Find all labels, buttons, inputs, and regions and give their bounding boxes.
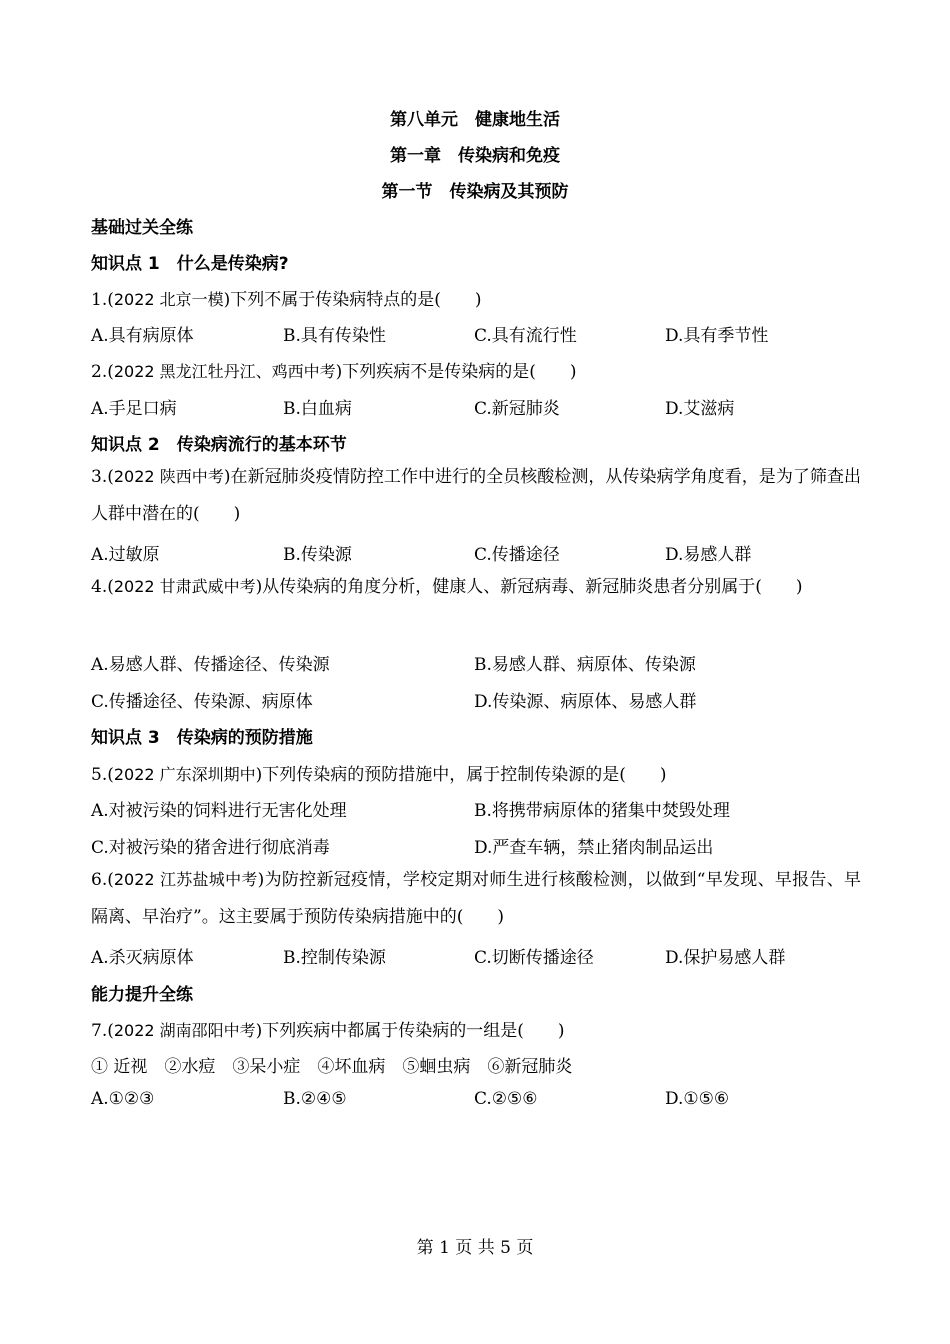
page-footer: 第 1 页 共 5 页 [416,1238,534,1258]
q2-option-a: A.手足口病 [91,399,177,419]
knowledge-point-2: 知识点 2 传染病流行的基本环节 [91,435,347,455]
question-source: 2022 湖南邵阳中考 [113,1021,256,1040]
q3-option-a: A.过敏原 [91,545,160,565]
chapter-title: 第一章 传染病和免疫 [390,146,560,166]
question-source: 2022 北京一模 [113,290,224,309]
question-5: 5.(2022 广东深圳期中)下列传染病的预防措施中，属于控制传染源的是( ) [91,765,667,785]
part-heading-advanced: 能力提升全练 [91,985,193,1005]
q7-disease-list: ① 近视 ②水痘 ③呆小症 ④坏血病 ⑤蛔虫病 ⑥新冠肺炎 [91,1057,573,1077]
q5-option-c: C.对被污染的猪舍进行彻底消毒 [91,838,330,858]
q5-option-b: B.将携带病原体的猪集中焚毁处理 [474,801,730,821]
question-1: 1.(2022 北京一模)下列不属于传染病特点的是( ) [91,290,482,310]
question-2: 2.(2022 黑龙江牡丹江、鸡西中考)下列疾病不是传染病的是( ) [91,362,577,382]
q4-option-d: D.传染源、病原体、易感人群 [474,692,697,712]
q6-option-c: C.切断传播途径 [474,948,594,968]
question-6: 6.(2022 江苏盐城中考)为防控新冠疫情，学校定期对师生进行核酸检测，以做到“早发现、早报告、早隔离、早治疗”。这主要属于预防传染病措施中的( ) [91,870,861,927]
q4-option-c: C.传播途径、传染源、病原体 [91,692,313,712]
question-source: 2022 黑龙江牡丹江、鸡西中考 [113,362,336,381]
q1-option-c: C.具有流行性 [474,326,577,346]
question-source: 2022 江苏盐城中考 [113,870,258,889]
question-4: 4.(2022 甘肃武威中考)从传染病的角度分析，健康人、新冠病毒、新冠肺炎患者分别属于( ) [91,577,803,597]
unit-title: 第八单元 健康地生活 [390,110,560,130]
q7-option-a: A.①②③ [91,1089,155,1109]
q3-option-c: C.传播途径 [474,545,560,565]
part-heading-basic: 基础过关全练 [91,218,193,238]
q7-option-d: D.①⑤⑥ [665,1089,730,1109]
question-3: 3.(2022 陕西中考)在新冠肺炎疫情防控工作中进行的全员核酸检测，从传染病学角度看，是为了筛查出人群中潜在的( ) [91,467,861,524]
question-7: 7.(2022 湖南邵阳中考)下列疾病中都属于传染病的一组是( ) [91,1021,565,1041]
q4-option-b: B.易感人群、病原体、传染源 [474,655,696,675]
question-source: 2022 甘肃武威中考 [113,577,256,596]
q1-option-b: B.具有传染性 [283,326,386,346]
section-title: 第一节 传染病及其预防 [381,182,569,202]
q3-option-b: B.传染源 [283,545,352,565]
question-source: 2022 广东深圳期中 [113,765,256,784]
q2-option-d: D.艾滋病 [665,399,735,419]
q4-option-a: A.易感人群、传播途径、传染源 [91,655,330,675]
q5-option-d: D.严查车辆，禁止猪肉制品运出 [474,838,714,858]
q1-option-d: D.具有季节性 [665,326,769,346]
q5-option-a: A.对被污染的饲料进行无害化处理 [91,801,347,821]
knowledge-point-3: 知识点 3 传染病的预防措施 [91,728,313,748]
q6-option-b: B.控制传染源 [283,948,386,968]
knowledge-point-1: 知识点 1 什么是传染病? [91,254,289,274]
q3-option-d: D.易感人群 [665,545,752,565]
question-source: 2022 陕西中考 [113,467,224,486]
q6-option-a: A.杀灭病原体 [91,948,194,968]
q6-option-d: D.保护易感人群 [665,948,786,968]
q1-option-a: A.具有病原体 [91,326,194,346]
q2-option-c: C.新冠肺炎 [474,399,560,419]
q2-option-b: B.白血病 [283,399,352,419]
q7-option-c: C.②⑤⑥ [474,1089,538,1109]
q7-option-b: B.②④⑤ [283,1089,347,1109]
